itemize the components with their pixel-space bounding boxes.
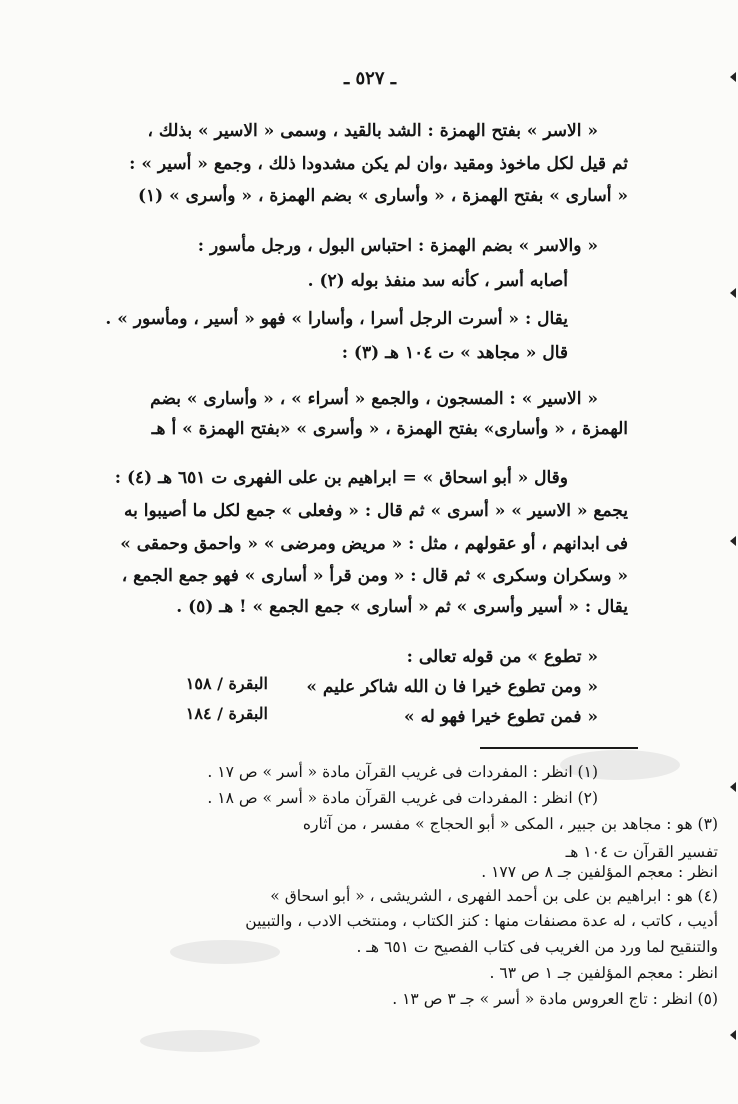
text-line: « أسارى » بفتح الهمزة ، « وأسارى » بضم الهمزة ، « وأسرى » (١) bbox=[137, 186, 628, 206]
footnote-line: (٥) انظر : تاج العروس مادة « أسر » جـ ٣ ص ١٣ . bbox=[392, 990, 718, 1008]
quran-verse: « فمن تطوع خيرا فهو له » bbox=[403, 707, 598, 727]
text-line: يقال : « أسير وأسرى » ثم « أسارى » جمع الجمع » ! هـ (٥) . bbox=[176, 597, 628, 617]
verse-reference: البقرة / ١٥٨ bbox=[185, 674, 268, 693]
text-line: « الاسر » بفتح الهمزة : الشد بالقيد ، وسمى « الاسير » بذلك ، bbox=[147, 121, 598, 141]
text-line: أصابه أسر ، كأنه سد منفذ بوله (٢) . bbox=[307, 271, 568, 291]
text-line: « الاسير » : المسجون ، والجمع « أسراء » ، « وأسارى » بضم bbox=[150, 389, 598, 409]
footnote-line: (١) انظر : المفردات فى غريب القرآن مادة « أسر » ص ١٧ . bbox=[207, 763, 598, 781]
quran-verse: « ومن تطوع خيرا فا ن الله شاكر عليم » bbox=[306, 677, 598, 697]
text-line: وقال « أبو اسحاق » = ابراهيم بن على الفهرى ت ٦٥١ هـ (٤) : bbox=[114, 468, 568, 488]
footnote-line: انظر : معجم المؤلفين جـ ٨ ص ١٧٧ . bbox=[481, 863, 718, 881]
footnote-line: أديب ، كاتب ، له عدة مصنفات منها : كنز الكتاب ، ومنتخب الادب ، والتبيين bbox=[245, 912, 718, 930]
margin-mark bbox=[730, 1030, 736, 1040]
margin-mark bbox=[730, 288, 736, 298]
text-line: « وسكران وسكرى » ثم قال : « ومن قرأ « أسارى » فهو جمع الجمع ، bbox=[121, 566, 628, 586]
margin-mark bbox=[730, 782, 736, 792]
text-line: « تطوع » من قوله تعالى : bbox=[406, 647, 598, 667]
footnote-line: والتنقيح لما ورد من الغريب فى كتاب الفصيح ت ٦٥١ هـ . bbox=[356, 938, 718, 956]
footnote-line: (٢) انظر : المفردات فى غريب القرآن مادة « أسر » ص ١٨ . bbox=[207, 789, 598, 807]
text-line: يقال : « أسرت الرجل أسرا ، وأسارا » فهو « أسير ، ومأسور » . bbox=[105, 309, 568, 329]
footnote-line: (٣) هو : مجاهد بن جبير ، المكى « أبو الحجاج » مفسر ، من آثاره bbox=[302, 815, 718, 833]
margin-mark bbox=[730, 72, 736, 82]
text-line: ثم قيل لكل ماخوذ ومقيد ،وان لم يكن مشدودا ذلك ، وجمع « أسير » : bbox=[129, 154, 628, 174]
text-line: فى ابدانهم ، أو عقولهم ، مثل : « مريض ومرضى » « واحمق وحمقى » bbox=[120, 534, 628, 554]
text-line: « والاسر » بضم الهمزة : احتباس البول ، ورجل مأسور : bbox=[197, 236, 598, 256]
paper-smudge bbox=[170, 940, 280, 964]
paper-smudge bbox=[140, 1030, 260, 1052]
footnote-line: انظر : معجم المؤلفين جـ ١ ص ٦٣ . bbox=[489, 964, 718, 982]
margin-mark bbox=[730, 536, 736, 546]
footnote-line: (٤) هو : ابراهيم بن على بن أحمد الفهرى ، الشريشى ، « أبو اسحاق » bbox=[270, 887, 718, 905]
footnote-separator bbox=[480, 747, 638, 749]
text-line: يجمع « الاسير » « أسرى » ثم قال : « وفعلى » جمع لكل ما أصيبوا به bbox=[124, 501, 628, 521]
text-line: قال « مجاهد » ت ١٠٤ هـ (٣) : bbox=[341, 343, 568, 363]
text-line: الهمزة ، « وأسارى» بفتح الهمزة ، « وأسرى » «بفتح الهمزة » أ هـ bbox=[151, 419, 628, 439]
page-number: ـ ٥٢٧ ـ bbox=[343, 68, 397, 89]
verse-reference: البقرة / ١٨٤ bbox=[185, 704, 268, 723]
footnote-line: تفسير القرآن ت ١٠٤ هـ bbox=[565, 843, 718, 861]
